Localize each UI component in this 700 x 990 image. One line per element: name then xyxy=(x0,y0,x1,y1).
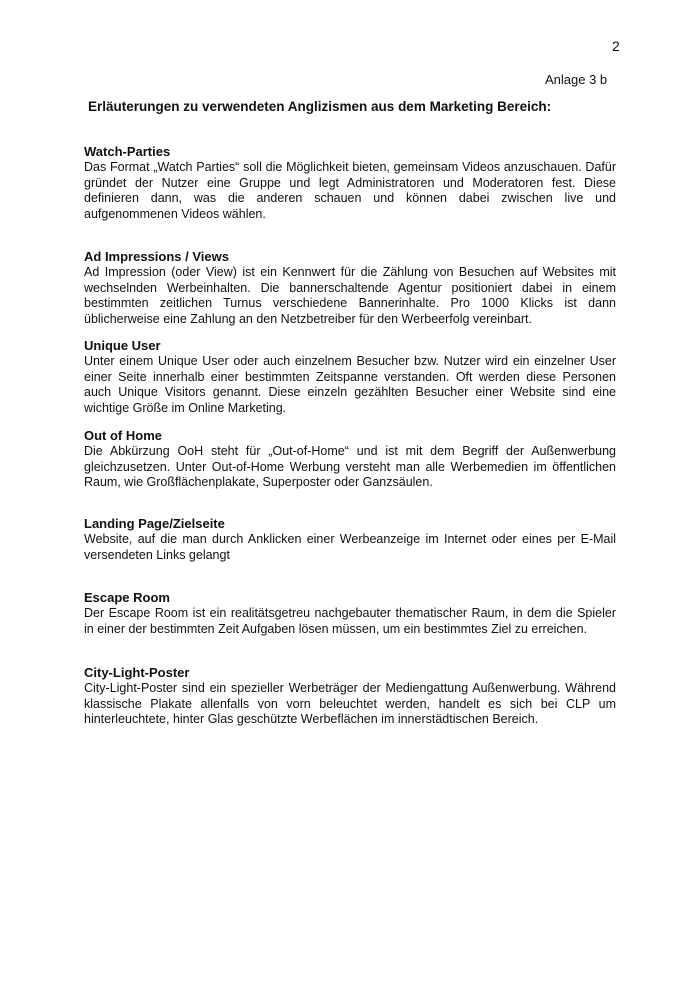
section-text: City-Light-Poster sind ein spezieller Werbeträger der Mediengattung Außenwerbung. Während klassische Plakate allenfalls von vorn beleuchtet werden, handelt es sich bei CLP um hinterleuchtete, hinter Glas geschützte Werbeflächen im innerstädtischen Bereich. xyxy=(84,681,616,726)
section-text: Der Escape Room ist ein realitätsgetreu nachgebauter thematischer Raum, in dem die Spieler in einer der bestimmten Zeit Aufgaben lösen müssen, um ein bestimmtes Ziel zu erreichen. xyxy=(84,606,616,636)
section-heading: Ad Impressions / Views xyxy=(84,249,229,264)
section-heading: City-Light-Poster xyxy=(84,665,190,680)
section-landing-page xyxy=(84,516,616,563)
page-number: 2 xyxy=(612,38,620,54)
section-ad-impressions xyxy=(84,249,616,327)
section-heading: Landing Page/Zielseite xyxy=(84,516,225,531)
annex-label: Anlage 3 b xyxy=(545,72,608,87)
section-escape-room xyxy=(84,590,616,637)
section-out-of-home xyxy=(84,428,616,491)
section-heading: Watch-Parties xyxy=(84,144,171,159)
section-text: Ad Impression (oder View) ist ein Kennwert für die Zählung von Besuchen auf Websites mit wechselnden Werbeinhalten. Die bannerschaltende Agentur positioniert dabei in einem bestimmten zeitlichen Turnus verschiedene Bannerinhalte. Pro 1000 Klicks ist dann üblicherweise eine Zahlung an den Netzbetreiber für den Werbeerfolg vereinbart. xyxy=(84,265,616,326)
section-heading: Unique User xyxy=(84,338,161,353)
document-title: Erläuterungen zu verwendeten Anglizismen aus dem Marketing Bereich: xyxy=(88,99,552,114)
section-text: Unter einem Unique User oder auch einzelnem Besucher bzw. Nutzer wird ein einzelner User einer Seite innerhalb einer bestimmten Zeitspanne verstanden. Oft werden diese Personen auch Unique Visitors genannt. Diese einzeln gezählten Besucher einer Website sind eine wichtige Größe im Online Marketing. xyxy=(84,354,616,415)
section-city-light-poster xyxy=(84,665,616,728)
section-heading: Escape Room xyxy=(84,590,170,605)
section-heading: Out of Home xyxy=(84,428,162,443)
section-unique-user xyxy=(84,338,616,416)
section-text: Website, auf die man durch Anklicken einer Werbeanzeige im Internet oder eines per E-Mail versendeten Links gelangt xyxy=(84,532,616,562)
section-watch-parties xyxy=(84,144,616,222)
section-text: Die Abkürzung OoH steht für „Out-of-Home“ und ist mit dem Begriff der Außenwerbung gleichzusetzen. Unter Out-of-Home Werbung versteht man alle Werbemedien im öffentlichen Raum, wie Großflächenplakate, Superposter oder Ganzsäulen. xyxy=(84,444,616,489)
section-text: Das Format „Watch Parties“ soll die Möglichkeit bieten, gemeinsam Videos anzuschauen. Dafür gründet der Nutzer eine Gruppe und legt Administratoren und Moderatoren fest. Diese definieren dann, was die anderen schauen und können dabei zwischen live und aufgenommenen Videos wählen. xyxy=(84,160,616,221)
